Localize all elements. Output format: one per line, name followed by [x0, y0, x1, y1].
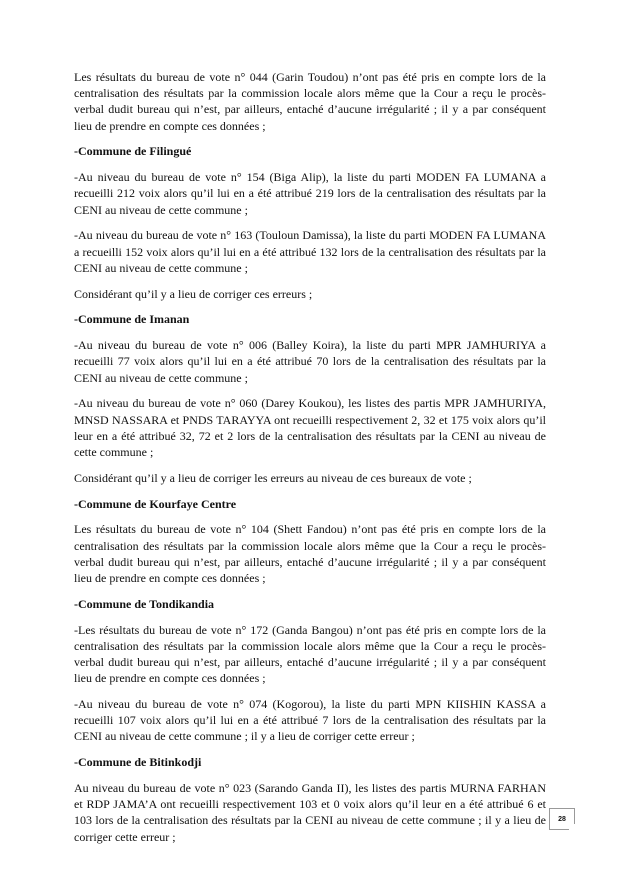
paragraph: Considérant qu’il y a lieu de corriger les erreurs au niveau de ces bureaux de vote ;: [74, 470, 472, 485]
page-number: 28: [549, 808, 575, 830]
document-body: [74, 69, 546, 854]
paragraph: Considérant qu’il y a lieu de corriger ces erreurs ;: [74, 286, 313, 301]
section-heading: -Commune de Imanan: [74, 312, 190, 327]
paragraph: Les résultats du bureau de vote n° 104 (Shett Fandou) n’ont pas été pris en compte lors de la centralisation des résultats par la commission locale alors même que la Cour a reçu le procès-verbal dudit bureau qui n’est, par ailleurs, entaché d’aucune irrégularité ; il y a par conséquent lieu de prendre en compte ces données ;: [74, 522, 546, 586]
section-heading: -Commune de Bitinkodji: [74, 755, 202, 770]
paragraph: -Au niveau du bureau de vote n° 163 (Touloun Damissa), la liste du parti MODEN FA LUMANA a recueilli 152 voix alors qu’il lui en a été attribué 132 lors de la centralisation des résultats par la CENI au niveau de cette commune ;: [74, 228, 546, 275]
section-heading: -Commune de Kourfaye Centre: [74, 496, 237, 511]
paragraph: -Les résultats du bureau de vote n° 172 (Ganda Bangou) n’ont pas été pris en compte lors de la centralisation des résultats par la commission locale alors même que la Cour a reçu le procès-verbal dudit bureau qui n’est, par ailleurs, entaché d’aucune irrégularité ; il y a par conséquent lieu de prendre en compte ces données ;: [74, 622, 546, 686]
section-heading: -Commune de Filingué: [74, 144, 192, 159]
paragraph: -Au niveau du bureau de vote n° 154 (Biga Alip), la liste du parti MODEN FA LUMANA a recueilli 212 voix alors qu’il lui en a été attribué 219 lors de la centralisation des résultats par la CENI au niveau de cette commune ;: [74, 170, 546, 217]
paragraph: Au niveau du bureau de vote n° 023 (Sarando Ganda II), les listes des partis MURNA FARHAN et RDP JAMA’A ont recueilli respectivement 103 et 0 voix alors qu’il leur en a été attribué 6 et 103 lors de la centralisation des résultats par la CENI au niveau de cette commune ; il y a lieu de corriger cette erreur ;: [74, 781, 546, 844]
section-heading: -Commune de Tondikandia: [74, 596, 215, 611]
paragraph: -Au niveau du bureau de vote n° 060 (Darey Koukou), les listes des partis MPR JAMHURIYA, MNSD NASSARA et PNDS TARAYYA ont recueilli respectivement 2, 32 et 175 voix alors qu’il leur en a été attribué 32, 72 et 2 lors de la centralisation des résultats par la CENI au niveau de cette commune ;: [74, 396, 546, 460]
paragraph: -Au niveau du bureau de vote n° 074 (Kogorou), la liste du parti MPN KIISHIN KASSA a recueilli 107 voix alors qu’il lui en a été attribué 7 lors de la centralisation des résultats par la CENI au niveau de cette commune ; il y a lieu de corriger cette erreur ;: [74, 697, 546, 744]
paragraph: -Au niveau du bureau de vote n° 006 (Balley Koira), la liste du parti MPR JAMHURIYA a recueilli 77 voix alors qu’il lui en a été attribué 70 lors de la centralisation des résultats par la CENI au niveau de cette commune ;: [74, 338, 546, 385]
paragraph: Les résultats du bureau de vote n° 044 (Garin Toudou) n’ont pas été pris en compte lors de la centralisation des résultats par la commission locale alors même que la Cour a reçu le procès-verbal dudit bureau qui n’est, par ailleurs, entaché d’aucune irrégularité ; il y a par conséquent lieu de prendre en compte ces données ;: [74, 70, 546, 133]
